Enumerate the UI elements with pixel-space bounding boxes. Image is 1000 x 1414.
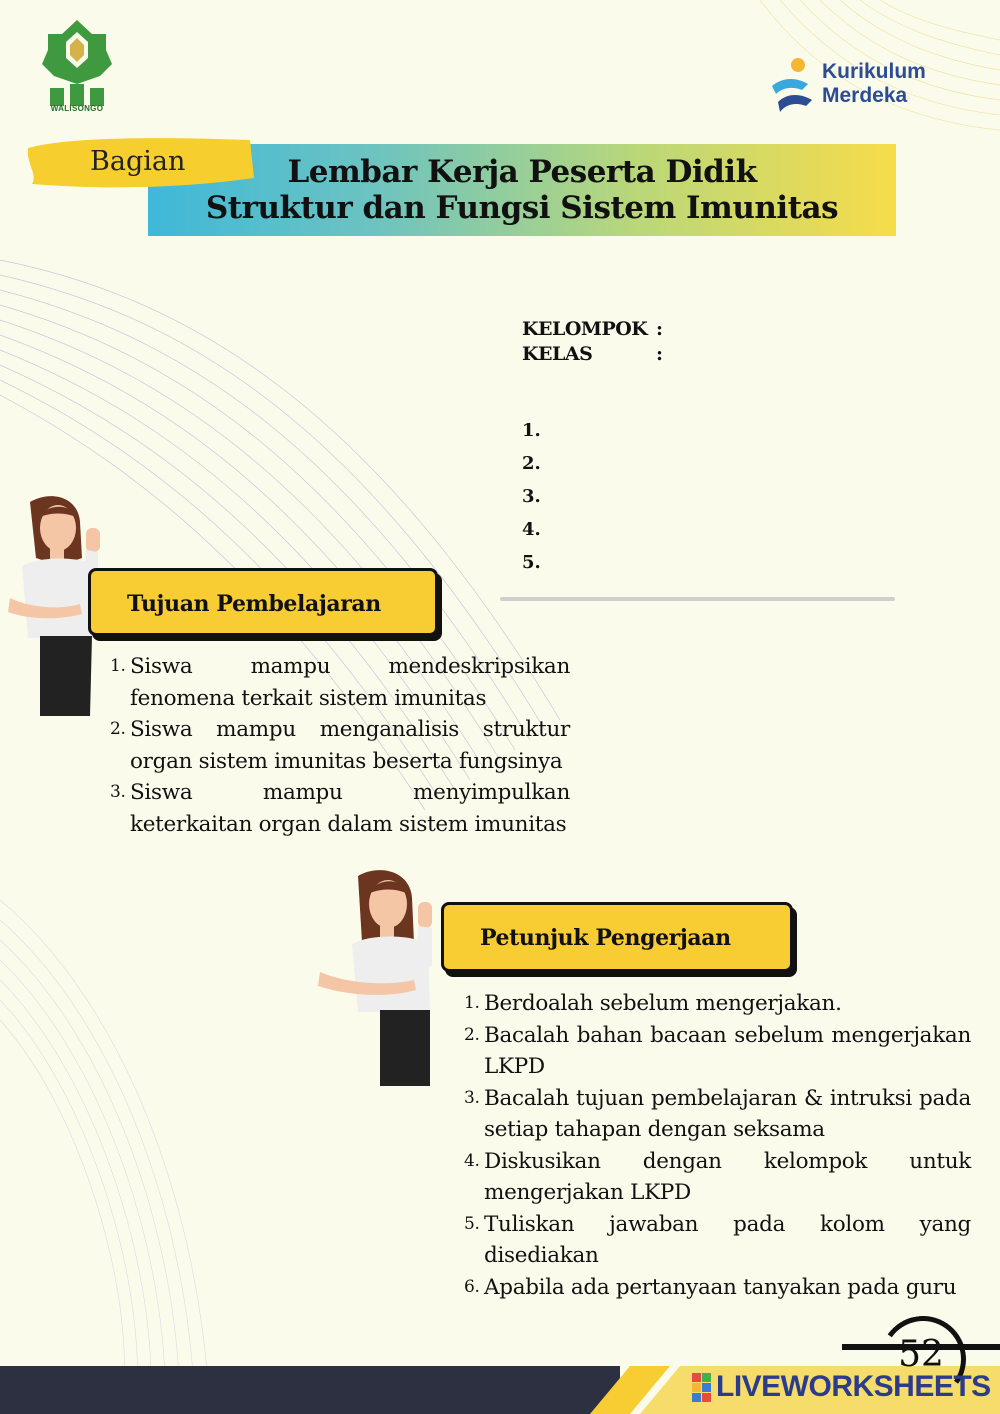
list-text: Siswa mampu menyimpulkan keterkaitan organ dalam sistem imunitas: [130, 780, 570, 837]
page-number: 52: [898, 1334, 944, 1375]
footer-bar: [0, 1366, 620, 1414]
member-number[interactable]: 2.: [522, 453, 541, 474]
list-item: [464, 1272, 971, 1304]
divider: [500, 597, 895, 601]
list-text: Bacalah bahan bacaan sebelum mengerjakan LKPD: [484, 1022, 971, 1079]
list-text: Diskusikan dengan kelompok untuk mengerjakan LKPD: [484, 1148, 971, 1205]
kelas-colon: :: [656, 343, 663, 365]
kelompok-label: KELOMPOK: [522, 318, 648, 340]
list-number: 6.: [464, 1276, 480, 1297]
list-number: 2.: [464, 1024, 480, 1045]
list-text: Siswa mampu mendeskripsikan fenomena terkait sistem imunitas: [130, 654, 570, 711]
list-text: Siswa mampu menganalisis struktur organ sistem imunitas beserta fungsinya: [130, 717, 570, 774]
member-list: [522, 418, 541, 583]
list-text: Bacalah tujuan pembelajaran & intruksi pada setiap tahapan dengan seksama: [484, 1085, 971, 1142]
list-item: [110, 777, 570, 840]
section-label: Bagian: [90, 146, 186, 177]
kurikulum-merdeka-logo-text: [822, 60, 926, 108]
list-number: 1.: [110, 656, 126, 676]
list-number: 2.: [110, 719, 126, 739]
merdeka-text: Merdeka: [822, 84, 908, 107]
member-number[interactable]: 5.: [522, 552, 541, 573]
walisongo-logo-text: WALISONGO: [50, 104, 104, 113]
page-title-line1: Lembar Kerja Peserta Didik: [287, 154, 757, 190]
kelompok-colon: :: [656, 318, 663, 340]
kelas-label: KELAS: [522, 343, 593, 365]
kurikulum-text: Kurikulum: [822, 60, 926, 83]
member-number[interactable]: 4.: [522, 519, 541, 540]
petunjuk-list: [464, 988, 971, 1303]
liveworksheets-watermark[interactable]: LIVEWORKSHEETS: [716, 1370, 991, 1403]
list-item: [110, 714, 570, 777]
list-item: [464, 1083, 971, 1146]
page-title-line2: Struktur dan Fungsi Sistem Imunitas: [205, 190, 839, 226]
member-number[interactable]: 1.: [522, 420, 541, 441]
list-text: Apabila ada pertanyaan tanyakan pada guru: [484, 1274, 957, 1300]
list-item: [464, 1020, 971, 1083]
list-text: Tuliskan jawaban pada kolom yang disediakan: [484, 1211, 971, 1268]
list-number: 4.: [464, 1150, 480, 1171]
walisongo-logo-icon: [40, 18, 114, 114]
kelompok-field[interactable]: [522, 318, 663, 340]
petunjuk-pengerjaan-header: Petunjuk Pengerjaan: [441, 902, 793, 972]
list-number: 3.: [110, 782, 126, 802]
kurikulum-merdeka-logo-icon: [768, 56, 818, 118]
list-number: 1.: [464, 993, 480, 1013]
member-number[interactable]: 3.: [522, 486, 541, 507]
list-item: [464, 1209, 971, 1272]
tujuan-pembelajaran-header: Tujuan Pembelajaran: [88, 568, 438, 636]
list-item: [464, 1146, 971, 1209]
list-number: 3.: [464, 1087, 480, 1108]
list-item: [464, 988, 971, 1020]
list-text: Berdoalah sebelum mengerjakan.: [484, 991, 842, 1016]
kelas-field[interactable]: [522, 343, 663, 365]
list-item: [110, 651, 570, 714]
tujuan-list: [110, 651, 570, 840]
liveworksheets-logo-icon: [692, 1373, 712, 1403]
list-number: 5.: [464, 1213, 480, 1234]
teacher-character-illustration: [318, 862, 442, 1086]
